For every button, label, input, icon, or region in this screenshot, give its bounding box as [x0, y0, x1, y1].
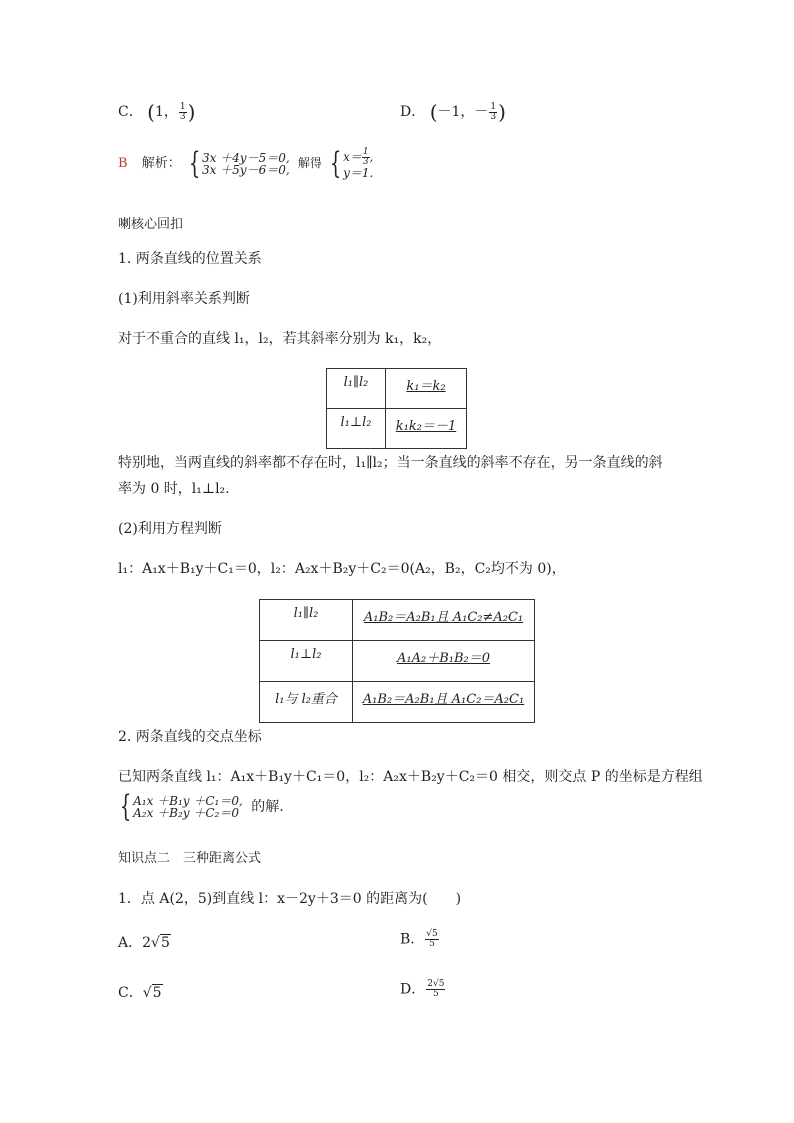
option-c2-label: C． [118, 985, 143, 1001]
left-paren: ( [147, 100, 155, 124]
paragraph-equations: l₁：A₁x＋B₁y＋C₁＝0，l₂：A₂x＋B₂y＋C₂＝0(A₂，B₂，C₂均不为 0)， [118, 561, 566, 577]
table-cell: l₁∥l₂ [260, 600, 353, 641]
table-row [260, 641, 535, 682]
option-d-label: D． [400, 104, 426, 120]
slope-table [326, 368, 467, 449]
paragraph-intersection: 已知两条直线 l₁：A₁x＋B₁y＋C₁＝0，l₂：A₂x＋B₂y＋C₂＝0 相交，则交点 P 的坐标是方程组 [118, 769, 703, 785]
option-b-label: B． [400, 931, 425, 948]
table-cell: l₁与 l₂重合 [260, 682, 353, 723]
option-b-fraction: $\frac{√5}{5}$ [426, 929, 438, 949]
table-row [327, 369, 467, 409]
option-a-label: A． [118, 935, 143, 951]
option-c2-radicand: 5 [152, 985, 162, 1001]
table-cell: A₁B₂＝A₂B₁且 A₁C₂＝A₂C₁ [353, 682, 535, 723]
option-d2 [400, 980, 446, 999]
jiede-label: 解得 [297, 156, 322, 170]
knowledge-point-two: 知识点二 三种距离公式 [118, 851, 262, 866]
heading-equation-method: (2)利用方程判断 [118, 521, 222, 537]
paragraph-special-1: 特别地，当两直线的斜率都不存在时，l₁∥l₂；当一条直线的斜率不存在，另一条直线的斜 [118, 455, 663, 471]
left-paren: ( [429, 100, 438, 124]
table-row [260, 682, 535, 723]
option-d-value: －1，－ [437, 104, 489, 120]
option-c-fraction: $\frac{1}{3}$ [179, 101, 186, 122]
option-a [118, 936, 171, 950]
right-paren: ) [187, 100, 196, 124]
system-tail: 的解. [251, 799, 284, 815]
heading-slope-method: (1)利用斜率关系判断 [118, 291, 250, 307]
paragraph-slope: 对于不重合的直线 l₁，l₂，若其斜率分别为 k₁，k₂， [118, 331, 442, 347]
table-cell: l₁⊥l₂ [260, 641, 353, 682]
option-c-label: C． [118, 104, 143, 120]
sqrt-icon: √ [151, 935, 160, 951]
option-d2-label: D． [400, 981, 426, 998]
answer-letter: B [118, 156, 128, 171]
table-cell: l₁⊥l₂ [327, 409, 386, 449]
option-b [400, 930, 440, 949]
option-d [400, 102, 506, 122]
table-cell: l₁∥l₂ [327, 369, 386, 409]
table-cell: A₁B₂＝A₂B₁且 A₁C₂≠A₂C₁ [353, 600, 535, 641]
intersection-system [116, 789, 284, 824]
equation-system: 3x ＋4y－5＝0, 3x ＋5y－6＝0, [201, 150, 290, 177]
solution-system: x＝ $\frac{1}{3}$ , y＝1. [343, 147, 374, 180]
paragraph-special-2: 率为 0 时，l₁⊥l₂. [118, 481, 230, 497]
table-cell: k₁k₂＝－1 [386, 409, 467, 449]
jiexi-label: 解析： [141, 156, 181, 171]
left-brace: { [329, 145, 342, 181]
option-c [118, 102, 195, 122]
table-row [260, 600, 535, 641]
heading-intersection: 2. 两条直线的交点坐标 [118, 729, 262, 745]
heading-position-relation: 1. 两条直线的位置关系 [118, 251, 262, 267]
section-core-review: 喇核心回扣 [118, 217, 184, 232]
option-a-radicand: 5 [160, 935, 170, 951]
option-a-coef: 2 [142, 935, 152, 951]
table-row [327, 409, 467, 449]
equation-table [259, 599, 535, 723]
right-paren: ) [498, 100, 506, 124]
option-d2-fraction: $\frac{2√5}{5}$ [427, 979, 445, 999]
answer-explanation [118, 145, 374, 181]
option-d-fraction: $\frac{1}{3}$ [490, 101, 497, 122]
left-brace: { [188, 145, 201, 181]
table-cell: A₁A₂＋B₁B₂＝0 [353, 641, 535, 682]
table-cell: k₁＝k₂ [386, 369, 467, 409]
left-brace: { [119, 789, 132, 824]
question-1: 1．点 A(2，5)到直线 l：x－2y＋3＝0 的距离为( ) [118, 891, 462, 907]
sqrt-icon: √ [142, 985, 152, 1001]
option-c-value: 1， [154, 104, 178, 120]
option-c2 [118, 986, 163, 1000]
equation-system: A₁x ＋B₁y ＋C₁＝0, A₂x ＋B₂y ＋C₂＝0 [133, 794, 243, 820]
